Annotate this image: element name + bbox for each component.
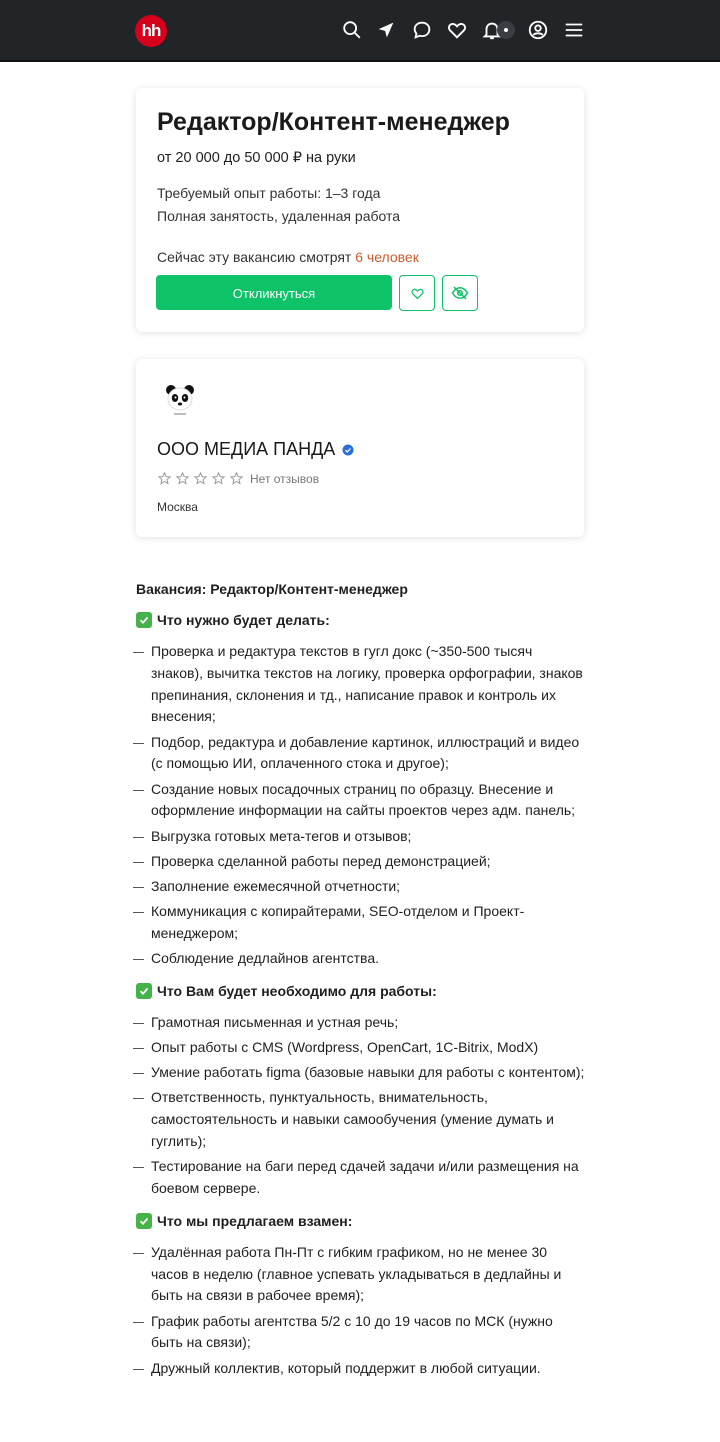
list-item: Умение работать figma (базовые навыки для работы с контентом);: [136, 1062, 586, 1084]
list-item: Тестирование на баги перед сдачей задачи и/или размещения на боевом сервере.: [136, 1156, 586, 1200]
notification-badge: [497, 21, 515, 39]
list-item: Проверка и редактура текстов в гугл докс (~350-500 тысяч знаков), вычитка текстов на логику, проверка орфографии, знаков препинания, склонения и тд., написание правок и контроль их внесения;: [136, 641, 586, 728]
section-heading-text: Что Вам будет необходимо для работы:: [157, 982, 437, 999]
vacancy-employment: Полная занятость, удаленная работа: [157, 208, 401, 224]
chat-icon[interactable]: [410, 18, 434, 42]
section-heading-text: Что нужно будет делать:: [157, 612, 330, 628]
list-item: Коммуникация с копирайтерами, SEO-отделом и Проект-менеджером;: [136, 901, 586, 945]
section-heading: [136, 609, 586, 631]
list-item: Ответственность, пунктуальность, внимательность, самостоятельность и навыки самообучения (умение думать и гуглить);: [136, 1087, 586, 1152]
viewers-count: 6 человек: [355, 249, 419, 265]
list-item: График работы агентства 5/2 с 10 до 19 часов по МСК (нужно быть на связи);: [136, 1311, 586, 1355]
vacancy-salary: от 20 000 до 50 000 ₽ на руки: [157, 150, 356, 166]
star-empty-icon: [211, 471, 226, 486]
vacancy-title: Редактор/Контент-менеджер: [157, 108, 510, 136]
check-mark-icon: [136, 983, 152, 999]
company-card: [136, 359, 584, 537]
description-title: Вакансия: Редактор/Контент-менеджер: [136, 581, 408, 597]
section-heading: [136, 1210, 586, 1232]
list-item: Заполнение ежемесячной отчетности;: [136, 876, 586, 898]
list-item: Дружный коллектив, который поддержит в любой ситуации.: [136, 1358, 586, 1380]
panda-icon: [164, 383, 196, 419]
section-heading: [136, 980, 586, 1002]
reviews-count[interactable]: Нет отзывов: [250, 472, 320, 486]
star-empty-icon: [157, 471, 172, 486]
list-item: Подбор, редактура и добавление картинок, иллюстраций и видео (с помощью ИИ, оплаченного стока и другое);: [136, 732, 586, 776]
company-city: Москва: [157, 500, 198, 514]
vacancy-experience: Требуемый опыт работы: 1–3 года: [157, 185, 381, 201]
list-item: Создание новых посадочных страниц по образцу. Внесение и оформление информации на сайты проектов через адм. панель;: [136, 779, 586, 823]
heart-outline-icon: [410, 286, 425, 301]
list-item: Проверка сделанной работы перед демонстрацией;: [136, 851, 586, 873]
heart-icon[interactable]: [445, 18, 469, 42]
menu-icon[interactable]: [562, 18, 586, 42]
favorite-button[interactable]: [399, 275, 435, 311]
hh-logo[interactable]: hh: [135, 15, 167, 47]
company-name-text: ООО МЕДИА ПАНДА: [157, 439, 336, 459]
star-empty-icon: [229, 471, 244, 486]
list-item: Грамотная письменная и устная речь;: [136, 1012, 586, 1034]
company-logo[interactable]: [164, 383, 196, 419]
user-icon[interactable]: [526, 18, 550, 42]
hide-vacancy-button[interactable]: [442, 275, 478, 311]
respond-button[interactable]: Откликнуться: [156, 275, 392, 310]
vacancy-description: [136, 578, 586, 1383]
requirements-list: [136, 1012, 586, 1200]
eye-off-icon: [451, 284, 469, 302]
search-icon[interactable]: [340, 18, 364, 42]
verified-badge-icon: [342, 444, 354, 456]
section-heading-text: Что мы предлагаем взамен:: [157, 1212, 353, 1229]
duties-list: [136, 641, 586, 970]
list-item: Выгрузка готовых мета-тегов и отзывов;: [136, 826, 586, 848]
vacancy-viewers: [157, 249, 419, 265]
offer-list: [136, 1242, 586, 1380]
list-item: Опыт работы с CMS (Wordpress, OpenCart, 1C-Bitrix, ModX): [136, 1037, 586, 1059]
star-empty-icon: [175, 471, 190, 486]
check-mark-icon: [136, 1213, 152, 1229]
viewers-prefix: Сейчас эту вакансию смотрят: [157, 249, 356, 265]
vacancy-card: [136, 88, 584, 332]
list-item: Удалённая работа Пн-Пт с гибким графиком, но не менее 30 часов в неделю (главное успевать укладываться в дедлайны и быть на связи в рабочее время);: [136, 1242, 586, 1307]
check-mark-icon: [136, 612, 152, 628]
star-empty-icon: [193, 471, 208, 486]
company-name[interactable]: [157, 439, 354, 460]
top-navigation-bar: [0, 0, 720, 60]
rating-stars: [157, 471, 244, 486]
list-item: Соблюдение дедлайнов агентства.: [136, 948, 586, 970]
location-arrow-icon[interactable]: [374, 18, 398, 42]
